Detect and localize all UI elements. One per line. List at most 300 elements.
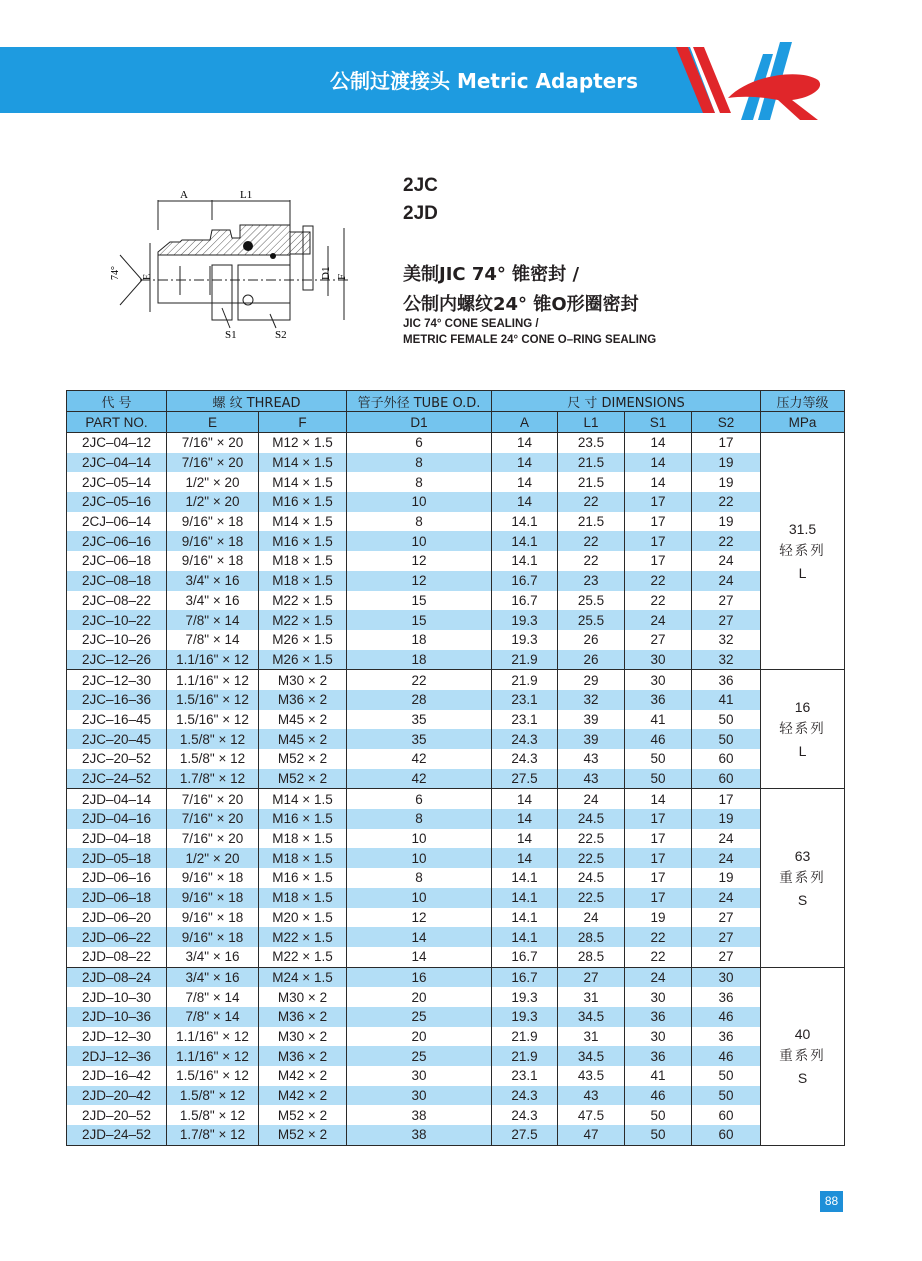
cell-thread-e: 1.5/8" × 12: [167, 749, 259, 769]
cell-thread-f: M22 × 1.5: [259, 610, 347, 630]
label-D1: D1: [320, 266, 332, 280]
cell-dim-s1: 17: [625, 512, 692, 532]
table-row: [67, 650, 845, 670]
cell-dim-s2: 27: [692, 591, 761, 611]
table-row: [67, 829, 845, 849]
cell-dim-a: 14: [492, 453, 558, 473]
header-l1: L1: [558, 412, 625, 433]
page-number: 88: [820, 1191, 843, 1212]
table-row: [67, 1066, 845, 1086]
cell-part-no: 2JD–06–16: [67, 868, 167, 888]
table-row: [67, 1007, 845, 1027]
cell-dim-a: 21.9: [492, 1046, 558, 1066]
cell-thread-f: M36 × 2: [259, 1007, 347, 1027]
cell-dim-s1: 17: [625, 848, 692, 868]
cell-part-no: 2JD–08–24: [67, 967, 167, 987]
cell-dim-s2: 24: [692, 888, 761, 908]
cell-thread-e: 7/8" × 14: [167, 1007, 259, 1027]
description-cn-2: 公制内螺纹24° 锥O形圈密封: [403, 294, 639, 315]
cell-dim-s1: 30: [625, 1027, 692, 1047]
cell-thread-f: M16 × 1.5: [259, 531, 347, 551]
cell-dim-l1: 47.5: [558, 1105, 625, 1125]
cell-tube-d1: 35: [347, 729, 492, 749]
cell-part-no: 2JD–08–22: [67, 947, 167, 967]
cell-tube-d1: 15: [347, 610, 492, 630]
cell-dim-s2: 41: [692, 690, 761, 710]
cell-tube-d1: 14: [347, 927, 492, 947]
cell-dim-s2: 24: [692, 848, 761, 868]
table-row: [67, 809, 845, 829]
cell-dim-s1: 17: [625, 492, 692, 512]
cell-part-no: 2JC–10–26: [67, 630, 167, 650]
logo-swoosh: [728, 74, 820, 120]
cell-tube-d1: 42: [347, 749, 492, 769]
cell-part-no: 2JC–16–36: [67, 690, 167, 710]
cell-thread-f: M24 × 1.5: [259, 967, 347, 987]
cell-dim-s1: 14: [625, 472, 692, 492]
cell-dim-l1: 22.5: [558, 888, 625, 908]
cell-part-no: 2JD–16–42: [67, 1066, 167, 1086]
cell-tube-d1: 38: [347, 1125, 492, 1145]
table-row: [67, 749, 845, 769]
cell-dim-a: 24.3: [492, 749, 558, 769]
cell-tube-d1: 10: [347, 531, 492, 551]
cell-dim-l1: 24: [558, 789, 625, 809]
header-a: A: [492, 412, 558, 433]
series-code: S: [797, 1070, 808, 1087]
cell-part-no: 2JC–05–14: [67, 472, 167, 492]
cell-tube-d1: 10: [347, 829, 492, 849]
cell-dim-l1: 31: [558, 1027, 625, 1047]
cell-dim-l1: 31: [558, 987, 625, 1007]
pressure-value: 16: [794, 699, 811, 716]
cell-dim-a: 21.9: [492, 670, 558, 690]
table-row: [67, 610, 845, 630]
cell-dim-s2: 60: [692, 1125, 761, 1145]
cell-dim-s1: 24: [625, 610, 692, 630]
cell-thread-e: 1/2" × 20: [167, 848, 259, 868]
cell-part-no: 2JC–16–45: [67, 710, 167, 730]
cell-dim-a: 14.1: [492, 868, 558, 888]
series-name: 轻系列: [779, 721, 826, 738]
pressure-rating-cell: [761, 789, 845, 967]
cell-tube-d1: 8: [347, 512, 492, 532]
cell-thread-e: 1.1/16" × 12: [167, 1027, 259, 1047]
product-code-2jd: 2JD: [403, 203, 438, 224]
cell-dim-a: 14: [492, 433, 558, 453]
cell-thread-e: 1.5/16" × 12: [167, 690, 259, 710]
cell-dim-a: 23.1: [492, 1066, 558, 1086]
table-row: [67, 848, 845, 868]
cell-dim-a: 16.7: [492, 571, 558, 591]
cell-thread-f: M16 × 1.5: [259, 868, 347, 888]
cell-thread-e: 1.1/16" × 12: [167, 650, 259, 670]
cell-dim-a: 14.1: [492, 512, 558, 532]
cell-dim-a: 24.3: [492, 1086, 558, 1106]
cell-part-no: 2JD–04–16: [67, 809, 167, 829]
cell-dim-s2: 27: [692, 908, 761, 928]
cell-dim-s1: 41: [625, 1066, 692, 1086]
cell-dim-l1: 34.5: [558, 1046, 625, 1066]
cell-dim-s1: 50: [625, 749, 692, 769]
cell-thread-e: 3/4" × 16: [167, 967, 259, 987]
cell-dim-a: 14.1: [492, 908, 558, 928]
cell-thread-f: M14 × 1.5: [259, 472, 347, 492]
pressure-value: 63: [794, 847, 811, 864]
spec-table: [66, 390, 845, 1146]
table-row: [67, 1105, 845, 1125]
cell-dim-s2: 36: [692, 670, 761, 690]
cell-dim-l1: 22: [558, 531, 625, 551]
cell-thread-e: 3/4" × 16: [167, 591, 259, 611]
table-row: [67, 868, 845, 888]
cell-dim-a: 19.3: [492, 610, 558, 630]
cell-thread-e: 1.7/8" × 12: [167, 769, 259, 789]
cell-dim-a: 23.1: [492, 690, 558, 710]
cell-dim-s2: 60: [692, 749, 761, 769]
cell-dim-s1: 17: [625, 531, 692, 551]
cell-dim-s2: 46: [692, 1007, 761, 1027]
cell-thread-e: 3/4" × 16: [167, 571, 259, 591]
cell-thread-e: 1.1/16" × 12: [167, 670, 259, 690]
table-row: [67, 492, 845, 512]
cell-dim-s1: 22: [625, 927, 692, 947]
product-code-2jc: 2JC: [403, 175, 438, 196]
cell-dim-a: 24.3: [492, 729, 558, 749]
cell-dim-l1: 43.5: [558, 1066, 625, 1086]
cell-part-no: 2JD–12–30: [67, 1027, 167, 1047]
cell-part-no: 2JD–04–14: [67, 789, 167, 809]
cell-thread-f: M52 × 2: [259, 1125, 347, 1145]
cell-dim-s2: 17: [692, 433, 761, 453]
cell-dim-a: 16.7: [492, 591, 558, 611]
cell-dim-s2: 30: [692, 967, 761, 987]
cell-dim-l1: 23: [558, 571, 625, 591]
cell-thread-e: 7/16" × 20: [167, 809, 259, 829]
cell-thread-f: M12 × 1.5: [259, 433, 347, 453]
cell-part-no: 2JD–10–36: [67, 1007, 167, 1027]
cell-tube-d1: 6: [347, 433, 492, 453]
cell-dim-s2: 50: [692, 710, 761, 730]
header-part-no: PART NO.: [67, 412, 167, 433]
cell-dim-l1: 39: [558, 729, 625, 749]
cell-part-no: 2JD–05–18: [67, 848, 167, 868]
cell-thread-e: 7/16" × 20: [167, 829, 259, 849]
table-row: [67, 433, 845, 453]
cell-tube-d1: 28: [347, 690, 492, 710]
cell-dim-l1: 27: [558, 967, 625, 987]
cell-part-no: 2JC–24–52: [67, 769, 167, 789]
header-part-cn: 代 号: [67, 391, 167, 412]
cell-dim-s2: 22: [692, 492, 761, 512]
cell-thread-e: 9/16" × 18: [167, 551, 259, 571]
cell-dim-s1: 30: [625, 987, 692, 1007]
cell-part-no: 2JD–10–30: [67, 987, 167, 1007]
cell-tube-d1: 12: [347, 908, 492, 928]
cell-dim-s1: 17: [625, 868, 692, 888]
cell-dim-s1: 14: [625, 789, 692, 809]
series-code: L: [798, 565, 807, 582]
cell-dim-s2: 19: [692, 472, 761, 492]
cell-part-no: 2JC–10–22: [67, 610, 167, 630]
cell-dim-s1: 17: [625, 551, 692, 571]
cell-dim-s2: 24: [692, 829, 761, 849]
cell-part-no: 2JD–20–52: [67, 1105, 167, 1125]
cell-thread-f: M30 × 2: [259, 987, 347, 1007]
cell-thread-f: M22 × 1.5: [259, 591, 347, 611]
pressure-rating-cell: [761, 967, 845, 1145]
cell-dim-s2: 19: [692, 868, 761, 888]
cell-dim-l1: 26: [558, 630, 625, 650]
cell-thread-f: M18 × 1.5: [259, 829, 347, 849]
cell-thread-f: M42 × 2: [259, 1066, 347, 1086]
cell-thread-e: 7/8" × 14: [167, 987, 259, 1007]
header-pressure: 压力等级: [761, 391, 845, 412]
label-A: A: [180, 189, 188, 201]
table-row: [67, 512, 845, 532]
cell-thread-f: M45 × 2: [259, 710, 347, 730]
cell-tube-d1: 15: [347, 591, 492, 611]
cell-dim-l1: 39: [558, 710, 625, 730]
description-en-2: METRIC FEMALE 24° CONE O–RING SEALING: [403, 334, 657, 346]
cell-thread-f: M45 × 2: [259, 729, 347, 749]
cell-dim-a: 16.7: [492, 947, 558, 967]
table-row: [67, 1046, 845, 1066]
table-row: [67, 591, 845, 611]
cell-dim-l1: 25.5: [558, 591, 625, 611]
cell-dim-s2: 60: [692, 769, 761, 789]
cell-dim-a: 16.7: [492, 967, 558, 987]
cell-thread-e: 9/16" × 18: [167, 868, 259, 888]
table-row: [67, 908, 845, 928]
header-tube-od: 管子外径 TUBE O.D.: [347, 391, 492, 412]
cell-thread-f: M36 × 2: [259, 690, 347, 710]
cell-dim-s2: 50: [692, 1066, 761, 1086]
table-row: [67, 670, 845, 690]
cell-dim-a: 14: [492, 789, 558, 809]
cell-part-no: 2JC–20–52: [67, 749, 167, 769]
cell-part-no: 2JD–06–18: [67, 888, 167, 908]
cell-dim-l1: 24.5: [558, 809, 625, 829]
cell-dim-s1: 22: [625, 591, 692, 611]
cell-tube-d1: 20: [347, 1027, 492, 1047]
cell-dim-l1: 43: [558, 1086, 625, 1106]
cell-thread-e: 9/16" × 18: [167, 512, 259, 532]
cell-thread-e: 9/16" × 18: [167, 531, 259, 551]
cell-dim-a: 14: [492, 492, 558, 512]
cell-thread-e: 1.5/8" × 12: [167, 729, 259, 749]
cell-dim-s1: 46: [625, 1086, 692, 1106]
cell-dim-a: 19.3: [492, 630, 558, 650]
table-row: [67, 967, 845, 987]
cell-dim-s2: 32: [692, 630, 761, 650]
table-row: [67, 571, 845, 591]
cell-part-no: 2JD–20–42: [67, 1086, 167, 1106]
table-row: [67, 1027, 845, 1047]
pressure-value: 40: [794, 1026, 811, 1043]
cell-thread-e: 1/2" × 20: [167, 492, 259, 512]
cell-dim-s1: 22: [625, 571, 692, 591]
cell-thread-e: 7/16" × 20: [167, 789, 259, 809]
cell-dim-s1: 46: [625, 729, 692, 749]
cell-dim-l1: 28.5: [558, 947, 625, 967]
label-angle: 74°: [110, 266, 121, 280]
cell-tube-d1: 25: [347, 1007, 492, 1027]
cell-dim-s1: 24: [625, 967, 692, 987]
cell-part-no: 2JC–08–18: [67, 571, 167, 591]
cell-tube-d1: 25: [347, 1046, 492, 1066]
table-row: [67, 690, 845, 710]
cell-dim-l1: 24.5: [558, 868, 625, 888]
cell-tube-d1: 20: [347, 987, 492, 1007]
cell-tube-d1: 6: [347, 789, 492, 809]
cell-part-no: 2JC–04–14: [67, 453, 167, 473]
cell-dim-a: 14.1: [492, 531, 558, 551]
cell-dim-s1: 19: [625, 908, 692, 928]
cell-dim-s1: 14: [625, 433, 692, 453]
cell-thread-f: M16 × 1.5: [259, 809, 347, 829]
cell-dim-s1: 50: [625, 1105, 692, 1125]
cell-dim-s2: 50: [692, 729, 761, 749]
header-e: E: [167, 412, 259, 433]
series-name: 重系列: [779, 1048, 826, 1065]
cell-dim-s1: 22: [625, 947, 692, 967]
cell-thread-f: M22 × 1.5: [259, 947, 347, 967]
header-s1: S1: [625, 412, 692, 433]
cell-thread-f: M20 × 1.5: [259, 908, 347, 928]
label-S1: S1: [225, 329, 237, 340]
cell-tube-d1: 10: [347, 848, 492, 868]
cell-tube-d1: 8: [347, 868, 492, 888]
cell-dim-s1: 50: [625, 1125, 692, 1145]
cell-dim-l1: 22: [558, 551, 625, 571]
label-L1: L1: [240, 189, 253, 201]
cell-tube-d1: 18: [347, 630, 492, 650]
cell-thread-e: 1.5/16" × 12: [167, 1066, 259, 1086]
header-d1: D1: [347, 412, 492, 433]
cell-thread-e: 1.1/16" × 12: [167, 1046, 259, 1066]
cell-thread-f: M52 × 2: [259, 1105, 347, 1125]
cell-dim-s2: 36: [692, 987, 761, 1007]
cell-part-no: 2JD–06–20: [67, 908, 167, 928]
cell-dim-s1: 27: [625, 630, 692, 650]
table-row: [67, 947, 845, 967]
pressure-rating-cell: [761, 670, 845, 789]
cell-thread-e: 7/8" × 14: [167, 630, 259, 650]
cell-dim-l1: 32: [558, 690, 625, 710]
header-thread: 螺 纹 THREAD: [167, 391, 347, 412]
cell-dim-s1: 36: [625, 690, 692, 710]
cell-dim-a: 14.1: [492, 551, 558, 571]
cell-dim-l1: 29: [558, 670, 625, 690]
cell-part-no: 2JC–12–30: [67, 670, 167, 690]
cell-dim-s2: 27: [692, 927, 761, 947]
cell-thread-f: M14 × 1.5: [259, 512, 347, 532]
series-name: 轻系列: [779, 543, 826, 560]
table-row: [67, 927, 845, 947]
cell-thread-e: 1/2" × 20: [167, 472, 259, 492]
cell-thread-f: M14 × 1.5: [259, 453, 347, 473]
fitting-drawing: [100, 180, 360, 340]
cell-dim-a: 27.5: [492, 1125, 558, 1145]
cell-dim-l1: 22.5: [558, 829, 625, 849]
cell-dim-s2: 19: [692, 809, 761, 829]
cell-thread-f: M42 × 2: [259, 1086, 347, 1106]
cell-dim-a: 24.3: [492, 1105, 558, 1125]
cell-dim-l1: 21.5: [558, 472, 625, 492]
cell-thread-e: 9/16" × 18: [167, 927, 259, 947]
cell-thread-e: 1.5/16" × 12: [167, 710, 259, 730]
cell-thread-f: M36 × 2: [259, 1046, 347, 1066]
cell-dim-s1: 50: [625, 769, 692, 789]
page-title: 公制过渡接头 Metric Adapters: [330, 69, 639, 93]
series-code: S: [797, 891, 808, 908]
cell-dim-a: 27.5: [492, 769, 558, 789]
table-row: [67, 729, 845, 749]
cell-thread-f: M18 × 1.5: [259, 571, 347, 591]
cell-dim-s1: 41: [625, 710, 692, 730]
series-name: 重系列: [779, 869, 826, 886]
cell-dim-a: 14: [492, 809, 558, 829]
brand-logo: [640, 40, 840, 124]
cell-part-no: 2JC–04–12: [67, 433, 167, 453]
cell-dim-s2: 32: [692, 650, 761, 670]
cell-dim-l1: 21.5: [558, 512, 625, 532]
cell-dim-l1: 43: [558, 749, 625, 769]
cell-tube-d1: 38: [347, 1105, 492, 1125]
cell-thread-e: 7/16" × 20: [167, 453, 259, 473]
cell-dim-s2: 24: [692, 551, 761, 571]
cell-tube-d1: 12: [347, 551, 492, 571]
cell-dim-a: 14.1: [492, 927, 558, 947]
cell-part-no: 2JD–24–52: [67, 1125, 167, 1145]
header-mpa: MPa: [761, 412, 845, 433]
cell-dim-l1: 21.5: [558, 453, 625, 473]
cell-tube-d1: 12: [347, 571, 492, 591]
cell-thread-f: M30 × 2: [259, 1027, 347, 1047]
cell-dim-s1: 30: [625, 650, 692, 670]
table-row: [67, 769, 845, 789]
cell-dim-a: 14: [492, 829, 558, 849]
cell-dim-s1: 17: [625, 829, 692, 849]
cell-part-no: 2JC–08–22: [67, 591, 167, 611]
cell-dim-a: 14.1: [492, 888, 558, 908]
cell-thread-f: M18 × 1.5: [259, 888, 347, 908]
cell-tube-d1: 10: [347, 492, 492, 512]
cell-part-no: 2CJ–06–14: [67, 512, 167, 532]
cell-thread-f: M52 × 2: [259, 769, 347, 789]
cell-dim-l1: 47: [558, 1125, 625, 1145]
cell-thread-e: 7/8" × 14: [167, 610, 259, 630]
cell-tube-d1: 8: [347, 453, 492, 473]
label-S2: S2: [275, 329, 287, 340]
cell-thread-f: M26 × 1.5: [259, 650, 347, 670]
pressure-rating-cell: [761, 433, 845, 670]
header-dimensions: 尺 寸 DIMENSIONS: [492, 391, 761, 412]
cell-thread-f: M14 × 1.5: [259, 789, 347, 809]
cell-dim-s1: 30: [625, 670, 692, 690]
cell-dim-s1: 36: [625, 1046, 692, 1066]
cell-dim-l1: 34.5: [558, 1007, 625, 1027]
cell-thread-e: 1.5/8" × 12: [167, 1105, 259, 1125]
cell-thread-f: M22 × 1.5: [259, 927, 347, 947]
cell-dim-l1: 22: [558, 492, 625, 512]
cell-dim-a: 23.1: [492, 710, 558, 730]
spec-table-body: [67, 433, 845, 1146]
table-row: [67, 630, 845, 650]
cell-thread-f: M18 × 1.5: [259, 551, 347, 571]
cell-tube-d1: 18: [347, 650, 492, 670]
